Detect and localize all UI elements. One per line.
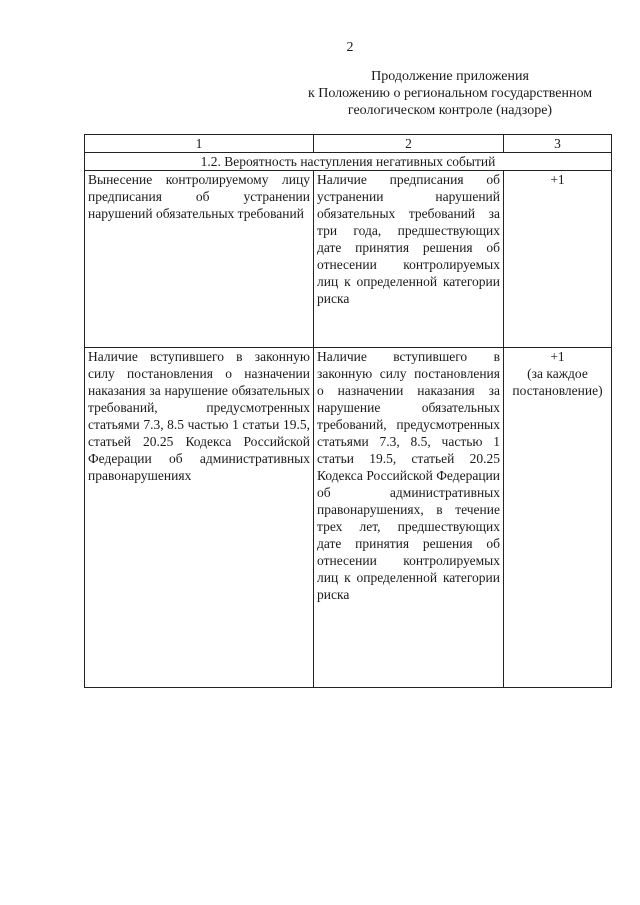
- column-number-1: 1: [85, 135, 314, 153]
- criterion-cell: Вынесение контролируемому лицу предписания об устранении нарушений обязательных требований: [85, 171, 314, 348]
- column-number-3: 3: [504, 135, 612, 153]
- indicator-cell: Наличие предписания об устранении нарушений обязательных требований за три года, предшествующих дате принятия решения об отнесении контролируемых лиц к определенной категории риска: [314, 171, 504, 348]
- criterion-cell: Наличие вступившего в законную силу постановления о назначении наказания за нарушение обязательных требований, предусмотренных статьями 7.3, 8.5 частью 1 статьи 19.5, статьей 20.25 Кодекса Российской Федерации об административных правонарушениях: [85, 348, 314, 688]
- score-note: (за каждое постановление): [512, 366, 603, 398]
- section-row: [85, 153, 612, 171]
- appendix-header-line-1: Продолжение приложения: [371, 69, 529, 84]
- indicator-cell: Наличие вступившего в законную силу постановления о назначении наказания за нарушение обязательных требований, предусмотренных статьями 7.3, 8.5, частью 1 статьи 19.5, статьей 20.25 Кодекса Российской Федерации об административных правонарушениях, в течение трех лет, предшествующих дате принятия решения об отнесении контролируемых лиц к определенной категории риска: [314, 348, 504, 688]
- table-row: [85, 348, 612, 688]
- score-value: +1: [550, 349, 565, 364]
- score-cell: [504, 348, 612, 688]
- appendix-header-line-2: к Положению о региональном государственном: [307, 86, 593, 101]
- appendix-header-line-3: геологическом контроле (надзоре): [347, 103, 553, 118]
- score-cell: [504, 171, 612, 348]
- score-value: +1: [550, 172, 565, 187]
- risk-criteria-table: [84, 134, 612, 688]
- column-number-row: [85, 135, 612, 153]
- column-number-2: 2: [314, 135, 504, 153]
- page-number: 2: [346, 40, 354, 55]
- appendix-header: [285, 68, 615, 119]
- section-title: 1.2. Вероятность наступления негативных событий: [85, 153, 612, 171]
- table-row: [85, 171, 612, 348]
